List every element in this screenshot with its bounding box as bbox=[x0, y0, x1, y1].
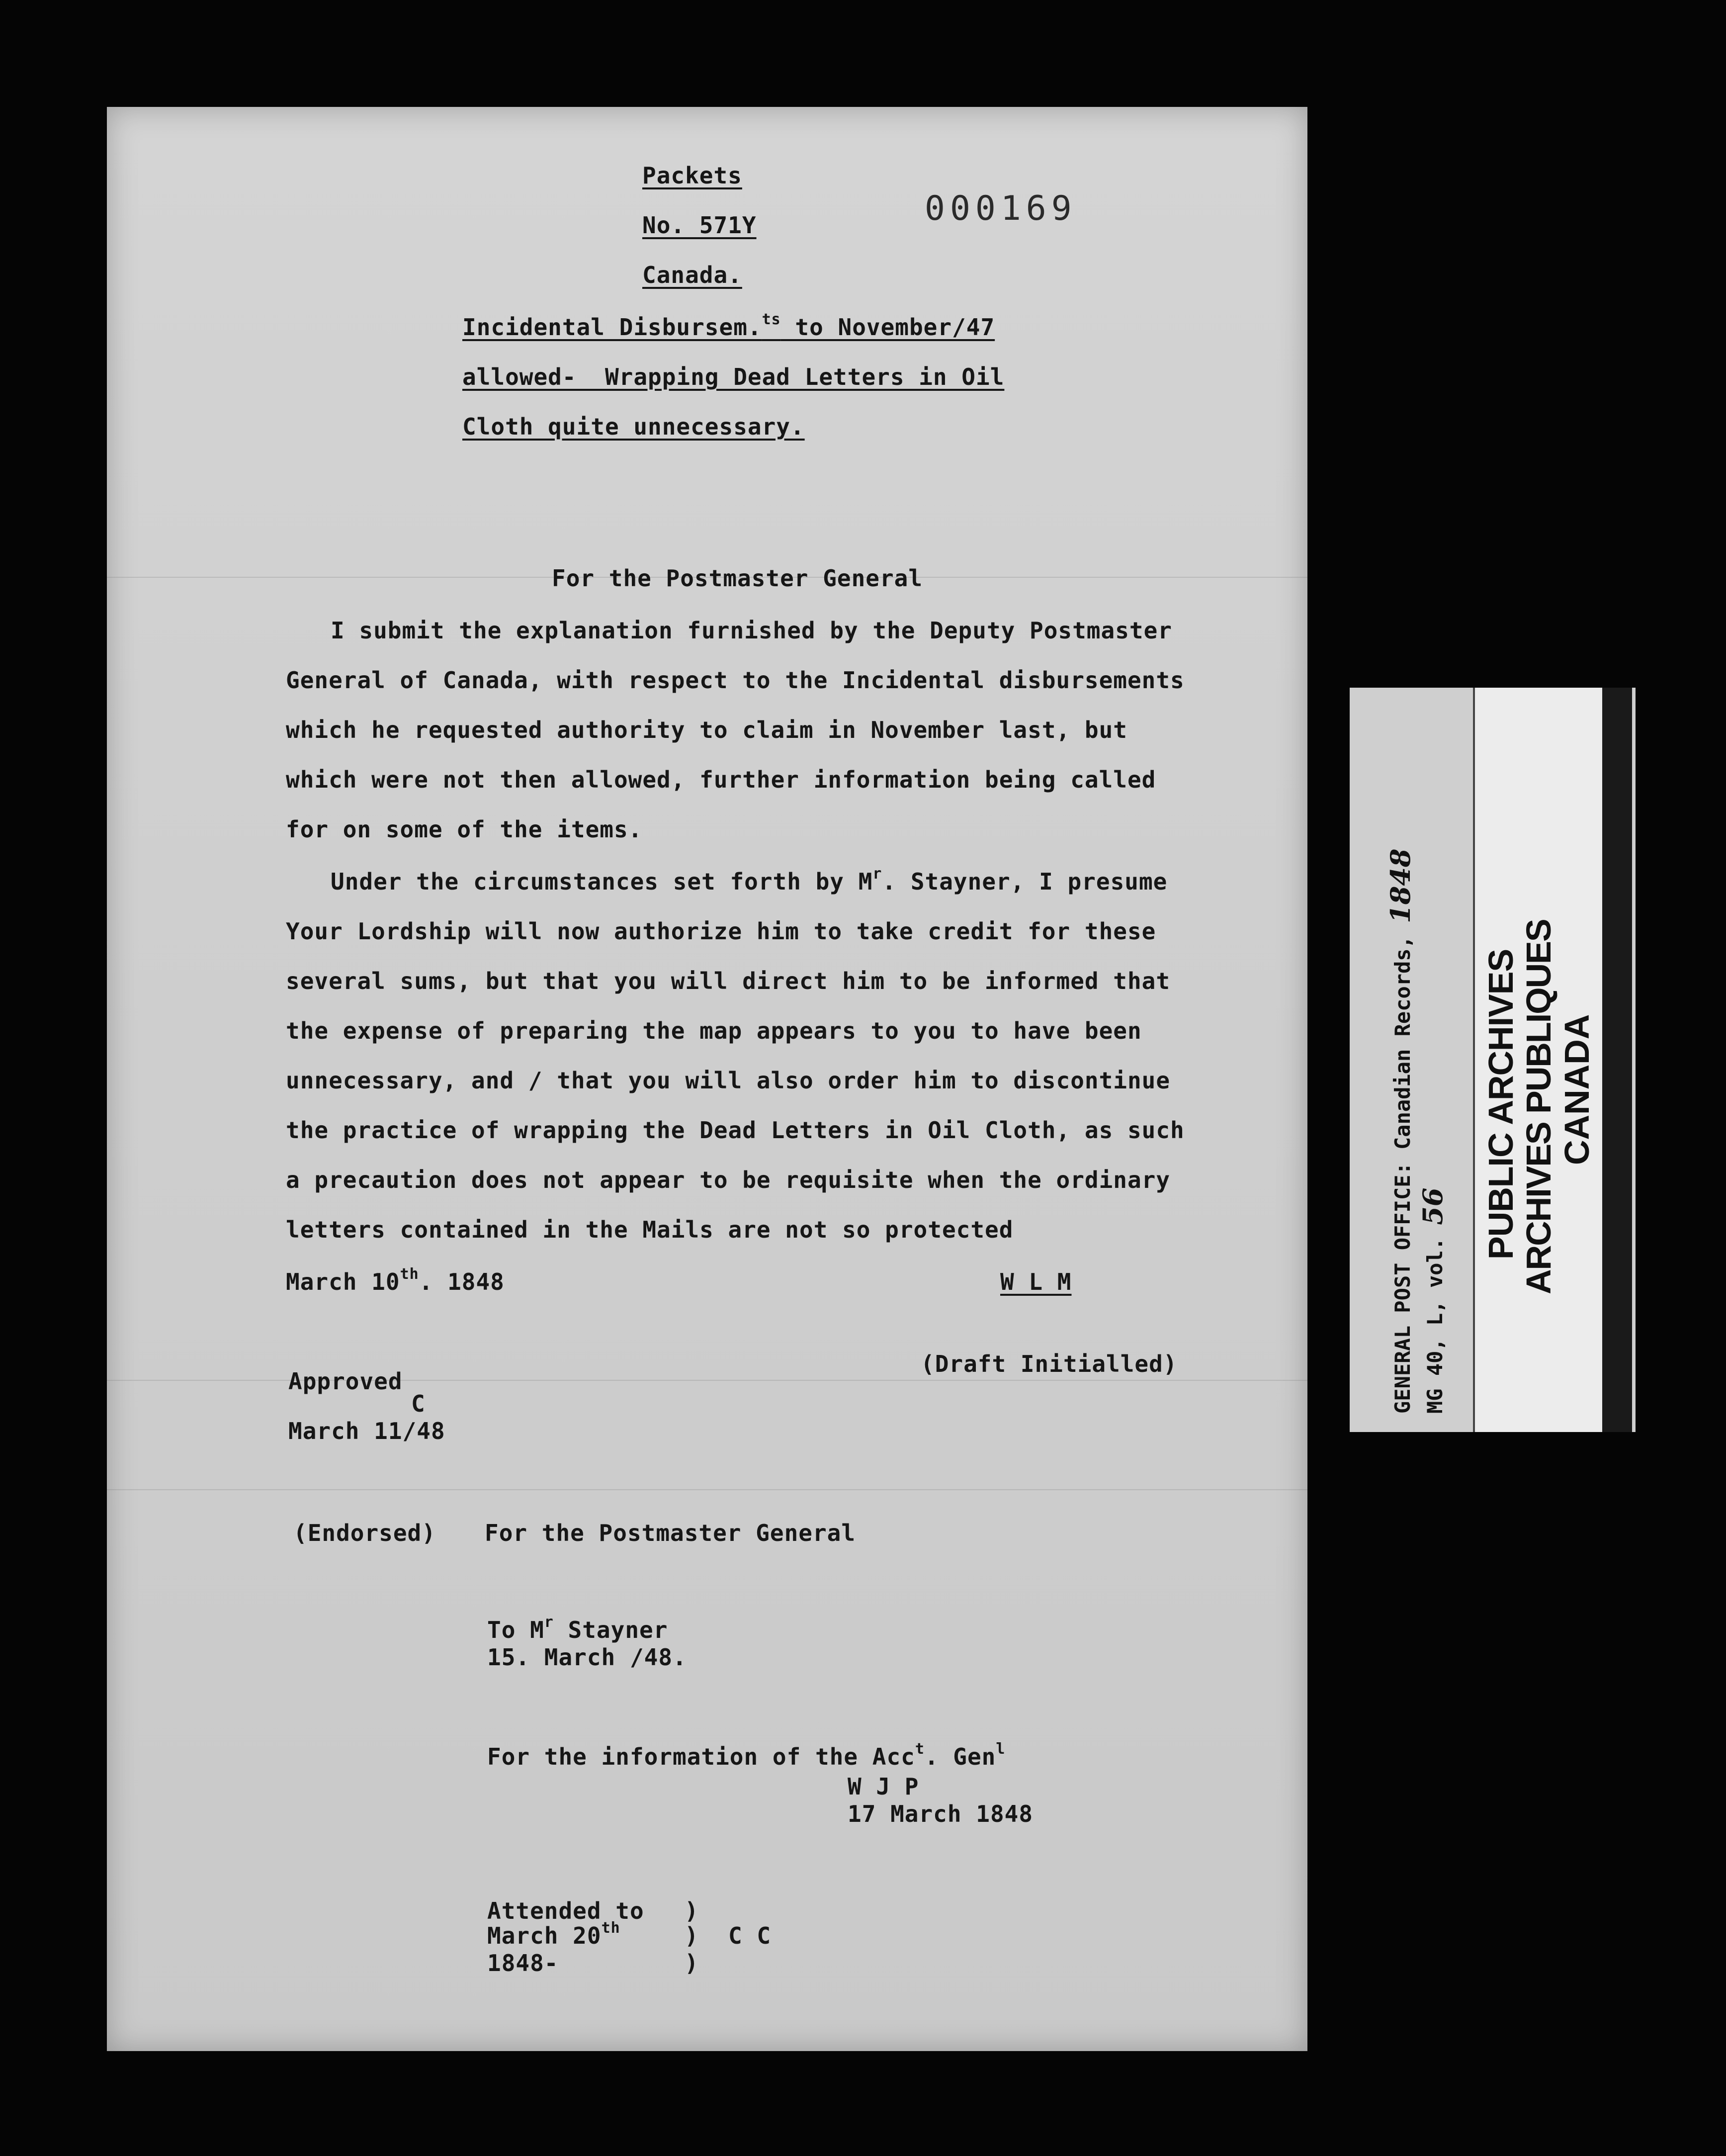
superscript: t bbox=[915, 1740, 925, 1758]
volume-reference bbox=[1417, 1188, 1449, 1414]
brace: ) bbox=[685, 1897, 699, 1924]
superscript: th bbox=[400, 1265, 419, 1283]
body-text: . Stayner, I presume bbox=[882, 868, 1168, 895]
body-line: several sums, but that you will direct him to be informed that bbox=[286, 968, 1171, 994]
endorsed-text: Stayner bbox=[553, 1617, 668, 1643]
endorsed-label: (Endorsed) bbox=[293, 1520, 436, 1546]
brace: ) bbox=[685, 1922, 699, 1949]
fonds-text: GENERAL POST OFFICE: Canadian Records, bbox=[1390, 936, 1415, 1414]
endorsed-to-date: 15. March /48. bbox=[487, 1644, 687, 1671]
body-line: the expense of preparing the map appears to you to have been bbox=[286, 1017, 1142, 1044]
superscript: l bbox=[996, 1740, 1006, 1758]
addressee-heading: For the Postmaster General bbox=[552, 565, 923, 592]
volume-handwritten: 56 bbox=[1417, 1187, 1449, 1225]
volume-text: MG 40, L, vol. bbox=[1423, 1237, 1447, 1414]
body-line: I submit the explanation furnished by the Deputy Postmaster bbox=[331, 617, 1172, 644]
body-line: which he requested authority to claim in November last, but bbox=[286, 717, 1127, 743]
date-text: . 1848 bbox=[419, 1268, 505, 1295]
header-country: Canada. bbox=[642, 262, 742, 288]
header-number: No. 571Y bbox=[642, 212, 757, 239]
body-line: a precaution does not appear to be requisite when the ordinary bbox=[286, 1167, 1171, 1193]
subject-line-3: Cloth quite unnecessary. bbox=[462, 413, 805, 440]
approval-date: March 11/48 bbox=[288, 1418, 445, 1444]
attended-text: March 20 bbox=[487, 1922, 602, 1949]
archives-stamp-strip bbox=[1473, 688, 1607, 1432]
endorsed-text: For the information of the Acc bbox=[487, 1743, 915, 1770]
attended-line-2 bbox=[487, 1919, 620, 1949]
label-dark-band bbox=[1602, 688, 1632, 1432]
brace: ) bbox=[685, 1950, 699, 1976]
body-line: the practice of wrapping the Dead Letters in Oil Cloth, as such bbox=[286, 1117, 1185, 1144]
body-text: Under the circumstances set forth by M bbox=[331, 868, 873, 895]
endorsed-text: . Gen bbox=[924, 1743, 996, 1770]
serial-number: 000169 bbox=[925, 189, 1077, 228]
subject-line-2: allowed- Wrapping Dead Letters in Oil bbox=[462, 363, 1005, 390]
endorsed-info-initials: W J P bbox=[848, 1773, 919, 1800]
superscript: r bbox=[872, 865, 882, 883]
body-line: for on some of the items. bbox=[286, 816, 643, 843]
signer-initials: W L M bbox=[1000, 1268, 1072, 1295]
draft-note: (Draft Initialled) bbox=[921, 1350, 1178, 1377]
body-line bbox=[331, 865, 1168, 895]
page-rule bbox=[107, 1489, 1307, 1490]
attended-initials: C C bbox=[728, 1922, 772, 1949]
endorsed-for: For the Postmaster General bbox=[485, 1520, 856, 1546]
header-packets: Packets bbox=[642, 162, 742, 189]
superscript: th bbox=[601, 1919, 620, 1937]
subject-line-1 bbox=[462, 311, 995, 341]
endorsed-info bbox=[487, 1740, 1006, 1770]
approved-label: Approved bbox=[288, 1368, 403, 1395]
body-line: Your Lordship will now authorize him to take credit for these bbox=[286, 918, 1156, 945]
archives-line-3: CANADA bbox=[1557, 1014, 1596, 1165]
attended-line-3: 1848- bbox=[487, 1950, 559, 1976]
archival-label bbox=[1350, 688, 1636, 1432]
letter-date bbox=[286, 1265, 505, 1295]
date-text: March 10 bbox=[286, 1268, 400, 1295]
body-line: unnecessary, and / that you will also order him to discontinue bbox=[286, 1067, 1171, 1094]
year-handwritten: 1848 bbox=[1384, 848, 1416, 923]
subject-text: to November/47 bbox=[780, 314, 995, 341]
document-page bbox=[107, 107, 1307, 2051]
subject-text: Incidental Disbursem. bbox=[462, 314, 762, 341]
endorsed-text: To M bbox=[487, 1617, 544, 1643]
superscript: r bbox=[544, 1614, 554, 1631]
archives-line-2: ARCHIVES PUBLIQUES bbox=[1519, 919, 1558, 1294]
body-line: General of Canada, with respect to the Incidental disbursements bbox=[286, 667, 1185, 694]
endorsed-info-date: 17 March 1848 bbox=[848, 1800, 1034, 1827]
page-rule bbox=[107, 1380, 1307, 1381]
archives-line-1: PUBLIC ARCHIVES bbox=[1481, 949, 1520, 1259]
approver-initial: C bbox=[411, 1390, 426, 1417]
endorsed-to bbox=[487, 1614, 668, 1643]
body-line: which were not then allowed, further information being called bbox=[286, 766, 1156, 793]
fonds-reference bbox=[1384, 849, 1416, 1414]
superscript: ts bbox=[762, 311, 781, 328]
attended-line-1: Attended to bbox=[487, 1897, 644, 1924]
body-line: letters contained in the Mails are not so protected bbox=[286, 1216, 1014, 1243]
